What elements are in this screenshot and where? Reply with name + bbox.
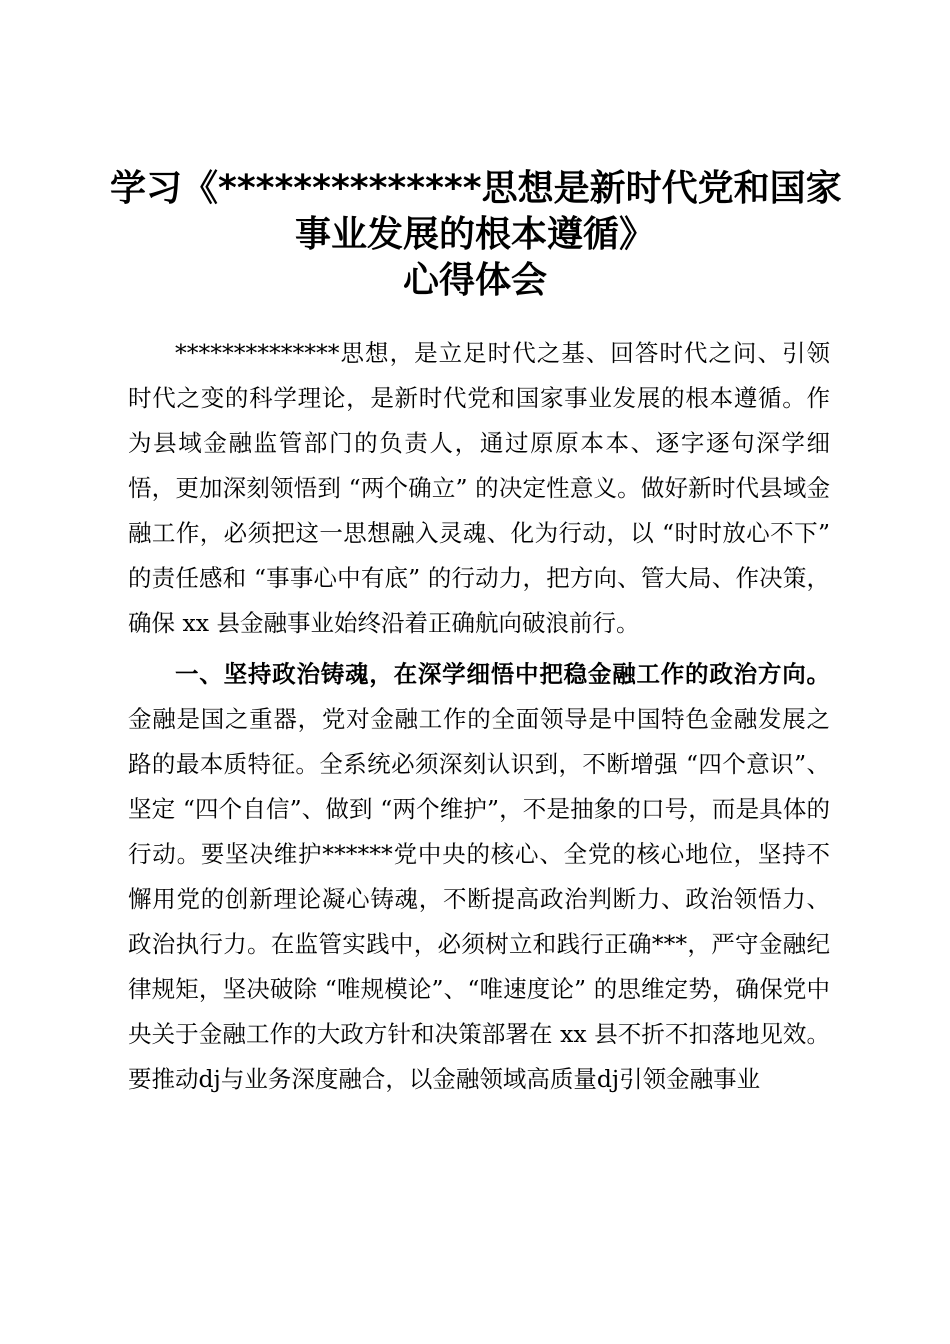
document-body [128, 331, 830, 1102]
paragraph-intro-text: **************思想，是立足时代之基、回答时代之问、引领时代之变的科学理论，是新时代党和国家事业发展的根本遵循。作为县域金融监管部门的负责人，通过原原本本、逐字逐句深学细悟，更加深刻领悟到 “两个确立” 的决定性意义。做好新时代县域金融工作，必须把这一思想融入灵魂、化为行动，以 “时时放心不下” 的责任感和 “事事心中有底” 的行动力，把方向、管大局、作决策，确保 xx 县金融事业始终沿着正确航向破浪前行。 [128, 339, 830, 637]
title-line-3: 心得体会 [402, 260, 547, 301]
paragraph-intro [128, 331, 830, 646]
section-1-text: 金融是国之重器，党对金融工作的全面领导是中国特色金融发展之路的最本质特征。全系统必须深刻认识到，不断增强 “四个意识”、坚定 “四个自信”、做到 “两个维护”，不是抽象的口号，而是具体的行动。要坚决维护******党中央的核心、全党的核心地位，坚持不懈用党的创新理论凝心铸魂，不断提高政治判断力、政治领悟力、政治执行力。在监管实践中，必须树立和践行正确***，严守金融纪律规矩，坚决破除 “唯规模论”、“唯速度论” 的思维定势，确保党中央关于金融工作的大政方针和决策部署在 xx 县不折不扣落地见效。要推动dj与业务深度融合，以金融领域高质量dj引领金融事业 [128, 705, 830, 1093]
title-line-2: 事业发展的根本遵循》 [294, 214, 655, 255]
section-1-heading: 一、坚持政治铸魂，在深学细悟中把稳金融工作的政治方向。 [175, 660, 830, 688]
title-line-1: 学习《**************思想是新时代党和国家 [110, 168, 842, 209]
document-title [110, 166, 840, 304]
paragraph-section-1 [128, 652, 830, 1102]
